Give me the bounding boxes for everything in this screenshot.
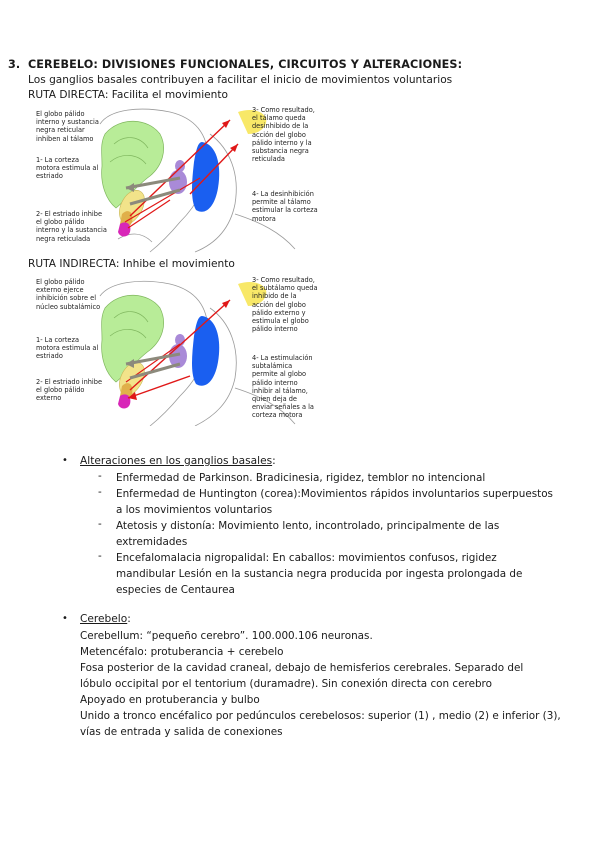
indirect-note-top-right: 3- Como resultado, el subtálamo queda inhibido de la acción del globo pálido externo y estimula el globo pálido interno	[252, 276, 318, 334]
thalamus-region	[192, 316, 219, 386]
cerebelo-heading-text: Cerebelo	[80, 613, 128, 625]
direct-route-diagram	[30, 104, 320, 254]
alterations-heading	[80, 455, 276, 467]
direct-note-top-right: 3- Como resultado, el tálamo queda desinhibido de la acción del globo pálido interno y la substancia negra reticulada	[252, 106, 315, 164]
dash-icon: -	[98, 470, 102, 482]
direct-note-mid-left: 1- La corteza motora estimula al estriado	[36, 156, 99, 181]
alteration-line: Enfermedad de Parkinson. Bradicinesia, rigidez, temblor no intencional	[116, 472, 486, 484]
alteration-line: a los movimientos voluntarios	[116, 504, 273, 516]
alteration-line: especies de Centaurea	[116, 584, 235, 596]
direct-note-top-left: El globo pálido interno y sustancia negra reticular inhiben al tálamo	[36, 110, 99, 143]
alteration-line: Atetosis y distonía: Movimiento lento, incontrolado, principalmente de las	[116, 520, 500, 532]
cerebelo-line: lóbulo occipital por el tentorium (duramadre). Sin conexión directa con cerebro	[80, 678, 492, 690]
dash-icon: -	[98, 486, 102, 498]
gp-interno-region	[118, 222, 130, 236]
alterations-heading-suffix: :	[272, 455, 276, 467]
indirect-route-diagram	[30, 274, 320, 426]
bullet-icon: •	[62, 613, 68, 624]
cerebelo-heading-suffix: :	[127, 613, 131, 625]
alteration-item	[116, 550, 522, 598]
alteration-item	[116, 518, 499, 550]
indirect-note-mid-left: 1- La corteza motora estimula al estriado	[36, 336, 99, 361]
alterations-heading-text: Alteraciones en los ganglios basales	[80, 455, 273, 467]
alteration-line: Enfermedad de Huntington (corea):Movimientos rápidos involuntarios superpuestos	[116, 488, 553, 500]
direct-note-bottom-left: 2- El estriado inhibe el globo pálido interno y la sustancia negra reticulada	[36, 210, 107, 243]
section-heading	[8, 58, 462, 71]
direct-note-bottom-right: 4- La desinhibición permite al tálamo estimular la corteza motora	[252, 190, 318, 223]
cerebelo-line: Unido a tronco encéfalico por pedúnculos cerebelosos: superior (1) , medio (2) e inferior (3),	[80, 710, 561, 722]
alteration-line: Encefalomalacia nigropalidal: En caballos: movimientos confusos, rigidez	[116, 552, 497, 564]
alteration-item	[116, 486, 553, 518]
cerebelo-line: vías de entrada y salida de conexiones	[80, 726, 283, 738]
intro-line: Los ganglios basales contribuyen a facilitar el inicio de movimientos voluntarios	[28, 74, 453, 86]
indirect-note-top-left: El globo pálido externo ejerce inhibición sobre el núcleo subtalámico	[36, 278, 101, 311]
indirect-note-bottom-right: 4- La estimulación subtalámica permite al globo pálido interno inhibir al tálamo, quien deja de enviar señales a la corteza motora	[252, 354, 314, 420]
dash-icon: -	[98, 550, 102, 562]
direct-route-title: RUTA DIRECTA: Facilita el movimiento	[28, 89, 229, 101]
indirect-route-title: RUTA INDIRECTA: Inhibe el movimiento	[28, 258, 235, 270]
alteration-item	[116, 470, 485, 486]
cerebelo-line: Fosa posterior de la cavidad craneal, debajo de hemisferios cerebrales. Separado del	[80, 662, 524, 674]
cerebelo-heading	[80, 613, 131, 625]
cerebelo-line: Apoyado en protuberancia y bulbo	[80, 694, 260, 706]
bullet-icon: •	[62, 455, 68, 466]
alteration-line: extremidades	[116, 536, 188, 548]
indirect-note-bottom-left: 2- El estriado inhibe el globo pálido externo	[36, 378, 103, 403]
cerebelo-line: Metencéfalo: protuberancia + cerebelo	[80, 646, 284, 658]
gp-interno-region	[118, 394, 130, 408]
section-title: CEREBELO: DIVISIONES FUNCIONALES, CIRCUITOS Y ALTERACIONES:	[28, 58, 463, 71]
alteration-line: mandibular Lesión en la sustancia negra producida por ingesta prolongada de	[116, 568, 523, 580]
cerebelo-line: Cerebellum: “pequeño cerebro”. 100.000.106 neuronas.	[80, 630, 373, 642]
section-number: 3.	[8, 58, 21, 71]
dash-icon: -	[98, 518, 102, 530]
